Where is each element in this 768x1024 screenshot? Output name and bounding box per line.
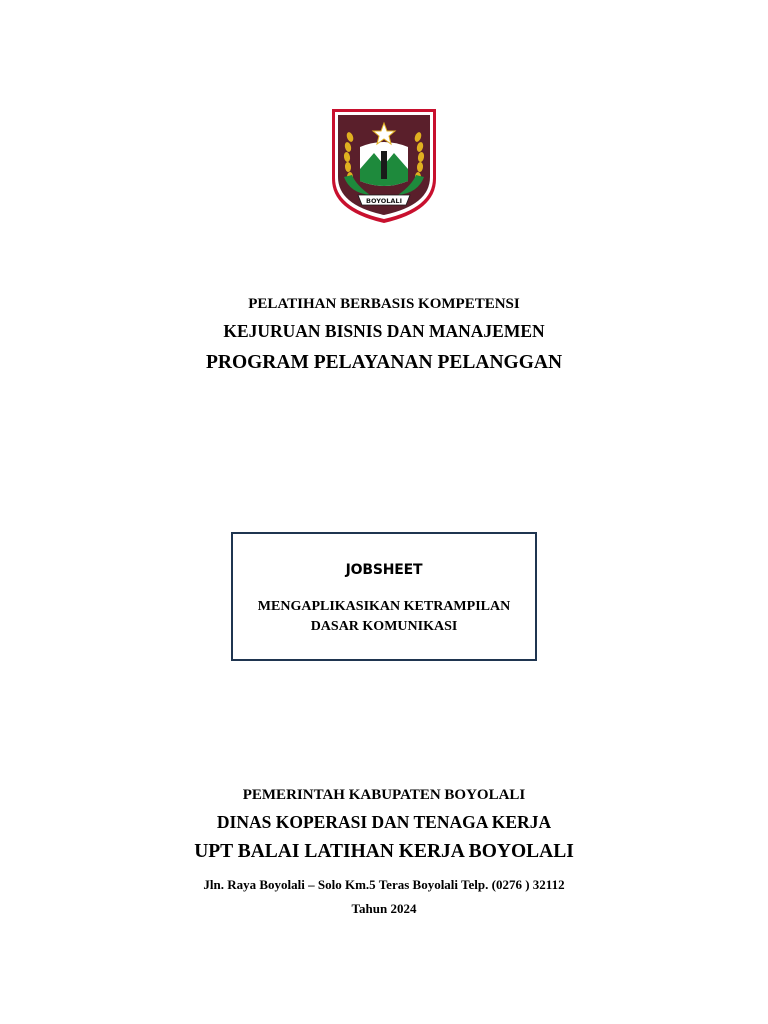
jobsheet-title: JOBSHEET [345, 562, 423, 578]
footer-year: Tahun 2024 [351, 901, 417, 916]
header-line-3: PROGRAM PELAYANAN PELANGGAN [205, 352, 563, 373]
jobsheet-subtitle [233, 597, 535, 637]
header-line-1: PELATIHAN BERBASIS KOMPETENSI [248, 296, 520, 312]
footer-line-2: DINAS KOPERASI DAN TENAGA KERJA [216, 812, 552, 832]
footer-address: Jln. Raya Boyolali – Solo Km.5 Teras Boyolali Telp. (0276 ) 32112 [203, 877, 565, 892]
boyolali-regency-emblem-icon [330, 107, 438, 225]
jobsheet-subtitle-line-2: DASAR KOMUNIKASI [310, 619, 458, 634]
header-line-2: KEJURUAN BISNIS DAN MANAJEMEN [223, 321, 545, 341]
emblem-ribbon-text: BOYOLALI [366, 197, 402, 205]
jobsheet-subtitle-line-1: MENGAPLIKASIKAN KETRAMPILAN [257, 599, 511, 614]
footer-line-3: UPT BALAI LATIHAN KERJA BOYOLALI [194, 841, 574, 862]
footer-line-1: PEMERINTAH KABUPATEN BOYOLALI [242, 787, 526, 803]
jobsheet-box [231, 532, 537, 661]
